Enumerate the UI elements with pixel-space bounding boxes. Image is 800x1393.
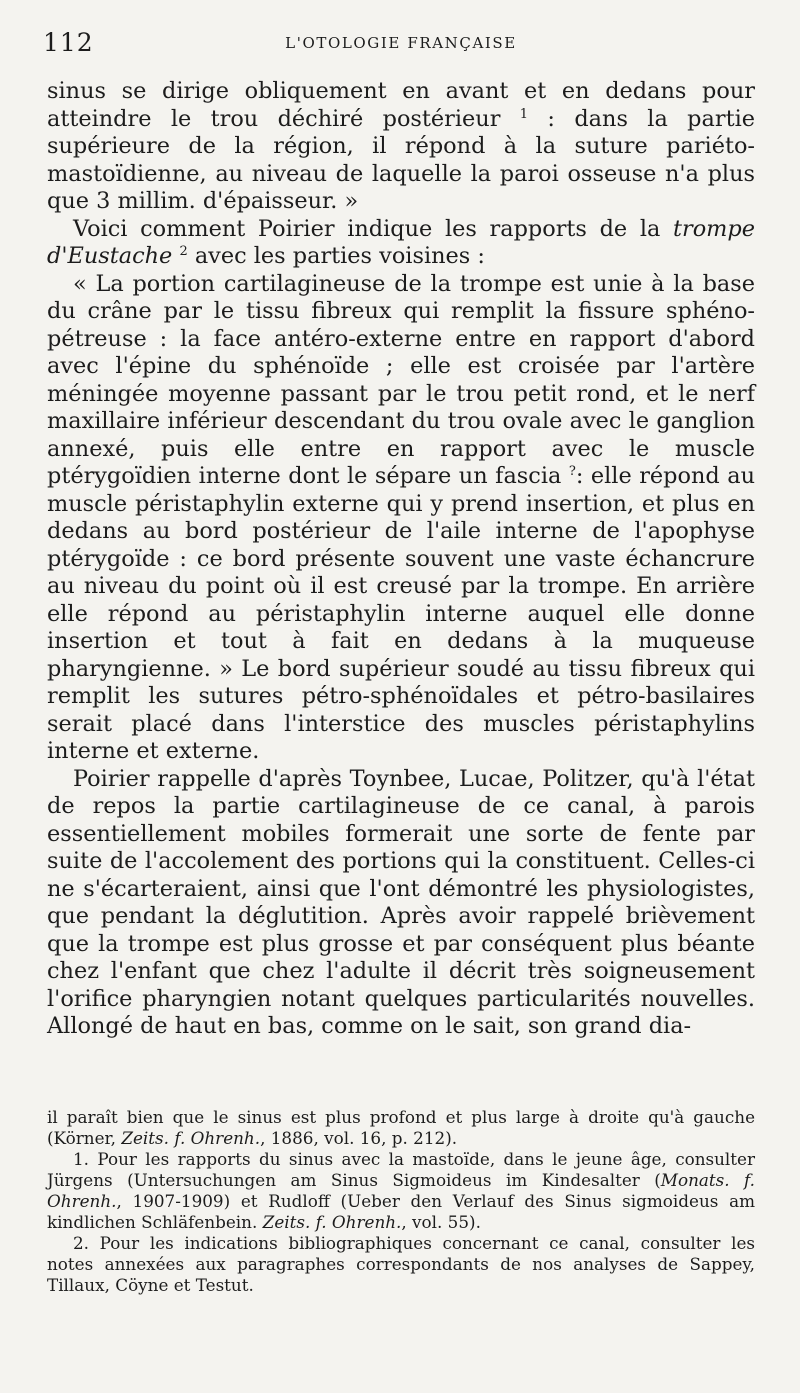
footnote-1 — [47, 1149, 755, 1233]
italic-journal: Zeits. f. Ohrenh. — [262, 1211, 402, 1232]
paragraph-trompe-intro — [47, 216, 755, 271]
footnote-text: il paraît bien que le sinus est plus profond et plus large à droite qu'à gauche (Körner, — [47, 1106, 755, 1148]
paragraph-text: « La portion cartilagineuse de la trompe est unie à la base du crâne par le tissu fibreux qui remplit la fissure sphéno-pétreuse : la face antéro-externe entre en rapport d'abord avec l'épine du sphénoïde ; elle est croisée par l'artère méningée moyenne passant par le trou petit rond, et le nerf maxillaire inférieur descendant du trou ovale avec le ganglion annexé, puis elle entre en rapport avec le muscle ptérygoïdien interne dont le sépare un fascia — [47, 270, 755, 489]
footnote-text: , 1907-1909) et Rudloff (Ueber den Verlauf des Sinus sigmoideus am kindlichen Schläfenbein. — [47, 1190, 755, 1232]
footnote-text: 1. Pour les rapports du sinus avec la mastoïde, dans le jeune âge, consulter Jürgens (Untersuchungen am Sinus Sigmoideus im Kindesalter ( — [47, 1148, 755, 1190]
book-page — [43, 28, 755, 1296]
footnote-text: , vol. 55). — [401, 1211, 481, 1232]
paragraph-continued — [47, 78, 755, 216]
footnote-ref-2: 2 — [179, 244, 188, 259]
paragraph-text: : dans la partie supérieure de la région, il répond à la suture pariéto-mastoïdienne, au niveau de laquelle la paroi osseuse n'a plus que 3 millim. d'épaisseur. » — [47, 105, 755, 214]
footnote-ref-1: 1 — [519, 106, 529, 122]
paragraph-text: : elle répond au muscle péristaphylin externe qui y prend insertion, et plus en dedans au bord postérieur de l'aile interne de l'apophyse ptérygoïde : ce bord présente souvent une vaste échancrure au niveau du point où il est creusé par la trompe. En arrière elle répond au péristaphylin interne auquel elle donne insertion et tout à fait en dedans à la muqueuse pharyngienne. » Le bord supérieur soudé au tissu fibreux qui remplit les sutures pétro-sphénoïdales et pétro-basilaires serait placé dans l'interstice des muscles péristaphylins interne et externe. — [47, 463, 755, 764]
running-title: L'OTOLOGIE FRANÇAISE — [285, 34, 517, 52]
footnote-continued — [47, 1107, 755, 1149]
paragraph-poirier: Poirier rappelle d'après Toynbee, Lucae, Politzer, qu'à l'état de repos la partie cartilagineuse de ce canal, à parois essentiellement mobiles formerait une sorte de fente par suite de l'accolement des portions qui la constituent. Celles-ci ne s'écarteraient, ainsi que l'ont démontré les physiologistes, que pendant la déglutition. Après avoir rappelé brièvement que la trompe est plus grosse et par conséquent plus béante chez l'enfant que chez l'adulte il décrit très soigneusement l'orifice pharyngien notant quelques particularités nouvelles. Allongé de haut en bas, comme on le sait, son grand dia- — [47, 765, 755, 1039]
body-text — [47, 78, 755, 1041]
paragraph-text: Voici comment Poirier indique les rapports de la — [73, 215, 673, 242]
footnotes — [47, 1107, 755, 1296]
footnote-ref-3: ? — [568, 464, 576, 479]
italic-journal: Monats. f. Ohrenh. — [47, 1169, 755, 1211]
paragraph-text: avec les parties voisines : — [187, 243, 485, 269]
page-header — [43, 28, 755, 60]
paragraph-text: sinus se dirige obliquement en avant et en dedans pour atteindre le trou déchiré postérieur — [47, 78, 755, 132]
italic-term: trompe d'Eustache — [47, 215, 755, 269]
page-number: 112 — [43, 28, 94, 57]
footnote-text: , 1886, vol. 16, p. 212). — [260, 1127, 458, 1148]
footnote-2: 2. Pour les indications bibliographiques concernant ce canal, consulter les notes annexées aux paragraphes correspondants de nos analyses de Sappey, Tillaux, Cöyne et Testut. — [47, 1232, 755, 1295]
italic-journal: Zeits. f. Ohrenh. — [121, 1127, 261, 1148]
paragraph-quotation — [47, 271, 755, 766]
